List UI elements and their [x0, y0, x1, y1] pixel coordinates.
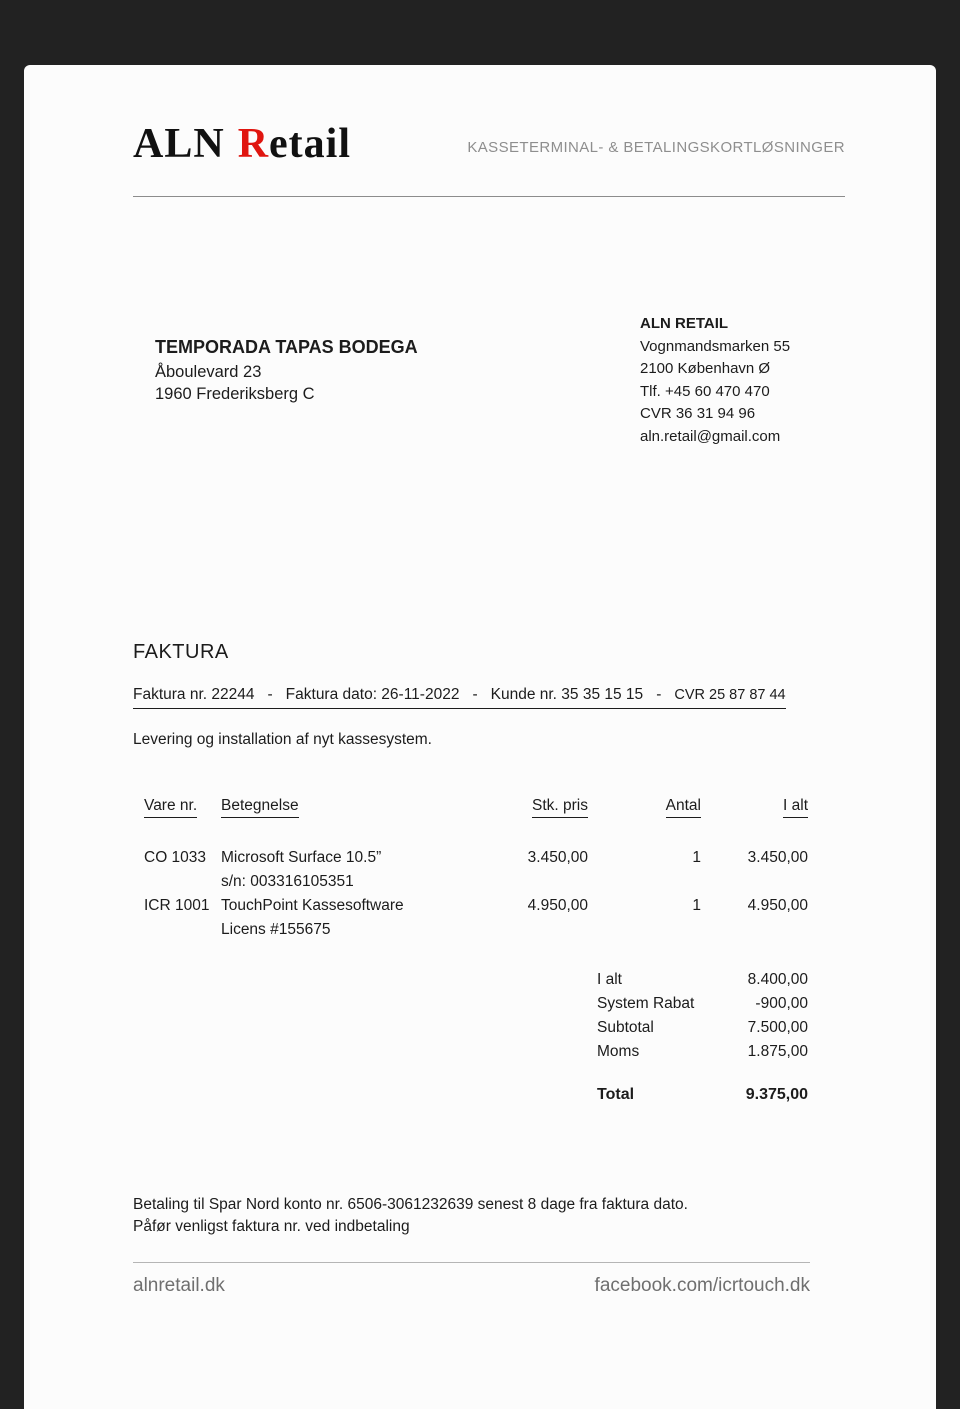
item-vare-nr: ICR 1001 — [144, 897, 210, 914]
header — [133, 120, 845, 168]
invoice-description: Levering og installation af nyt kassesystem. — [133, 731, 432, 748]
company-name: ALN RETAIL — [640, 315, 729, 332]
item-betegnelse — [221, 894, 444, 942]
item-antal: 1 — [692, 849, 701, 866]
summary-value: -900,00 — [755, 995, 808, 1012]
header-divider — [133, 196, 845, 197]
item-antal: 1 — [692, 897, 701, 914]
company-cvr: CVR 36 31 94 96 — [640, 405, 756, 422]
summary-row-system-rabat — [597, 992, 808, 1016]
invoice-date: Faktura dato: 26-11-2022 — [285, 686, 460, 703]
invoice-page — [24, 65, 936, 1409]
footer-divider — [133, 1262, 810, 1263]
summary-value: 8.400,00 — [747, 971, 808, 988]
item-betegnelse-line1: TouchPoint Kassesoftware — [221, 897, 404, 914]
company-address-line1: Vognmandsmarken 55 — [640, 337, 791, 355]
summary-value: 1.875,00 — [747, 1043, 808, 1060]
items-table-body — [144, 846, 808, 942]
brand-logo — [133, 120, 351, 168]
item-betegnelse — [221, 846, 444, 894]
footer-facebook: facebook.com/icrtouch.dk — [594, 1275, 810, 1296]
logo-text-etail: etail — [269, 121, 351, 167]
column-header-i-alt: I alt — [701, 797, 808, 818]
summary-label: System Rabat — [597, 995, 695, 1012]
company-phone: Tlf. +45 60 470 470 — [640, 382, 770, 400]
item-i-alt: 3.450,00 — [747, 849, 808, 866]
meta-separator: - — [267, 686, 273, 703]
logo-text-aln: ALN — [133, 121, 225, 167]
summary-row-moms — [597, 1040, 808, 1064]
summary-label: Subtotal — [597, 1019, 654, 1036]
customer-number: Kunde nr. 35 35 15 15 — [490, 686, 644, 703]
column-header-vare-nr: Vare nr. — [144, 797, 221, 818]
payment-line1: Betaling til Spar Nord konto nr. 6506-3061232639 senest 8 dage fra faktura dato. — [133, 1196, 688, 1213]
company-address-block — [640, 313, 845, 448]
customer-address-line2: 1960 Frederiksberg C — [155, 385, 315, 403]
column-header-betegnelse: Betegnelse — [221, 797, 444, 818]
brand-tagline: KASSETERMINAL- & BETALINGSKORTLØSNINGER — [467, 138, 845, 156]
table-row — [144, 894, 808, 942]
payment-line2: Påfør venligst faktura nr. ved indbetaling — [133, 1218, 410, 1235]
item-betegnelse-line1: Microsoft Surface 10.5” — [221, 849, 382, 866]
total-label: Total — [597, 1086, 635, 1103]
meta-separator: - — [656, 686, 662, 703]
summary-value: 7.500,00 — [747, 1019, 808, 1036]
column-header-stk-pris: Stk. pris — [444, 797, 588, 818]
items-table-header — [144, 797, 808, 818]
invoice-number: Faktura nr. 22244 — [133, 686, 255, 703]
summary-row-subtotal — [597, 1016, 808, 1040]
company-address-line2: 2100 København Ø — [640, 360, 771, 377]
summary-total-row — [597, 1086, 808, 1104]
summary-row-i-alt — [597, 968, 808, 992]
summary-label: Moms — [597, 1043, 640, 1060]
footer-website: alnretail.dk — [133, 1275, 225, 1296]
customer-address-block — [155, 336, 418, 448]
item-betegnelse-line2: Licens #155675 — [221, 921, 331, 938]
customer-cvr: CVR 25 87 87 44 — [674, 687, 786, 703]
payment-info — [133, 1194, 845, 1238]
invoice-title: FAKTURA — [133, 641, 229, 663]
customer-address-line1: Åboulevard 23 — [155, 363, 262, 381]
item-betegnelse-line2: s/n: 003316105351 — [221, 873, 354, 890]
customer-name: TEMPORADA TAPAS BODEGA — [155, 337, 418, 357]
logo-text-r: R — [237, 121, 270, 167]
footer — [133, 1275, 810, 1297]
column-header-antal: Antal — [588, 797, 701, 818]
company-email: aln.retail@gmail.com — [640, 427, 781, 445]
summary-label: I alt — [597, 971, 622, 988]
items-table — [144, 797, 808, 942]
item-i-alt: 4.950,00 — [747, 897, 808, 914]
meta-separator: - — [472, 686, 478, 703]
invoice-meta-line — [133, 686, 786, 709]
address-section — [133, 313, 845, 448]
item-vare-nr: CO 1033 — [144, 849, 207, 866]
item-stk-pris: 4.950,00 — [527, 897, 588, 914]
total-value: 9.375,00 — [745, 1086, 808, 1103]
table-row — [144, 846, 808, 894]
summary-block — [597, 968, 808, 1104]
item-stk-pris: 3.450,00 — [527, 849, 588, 866]
